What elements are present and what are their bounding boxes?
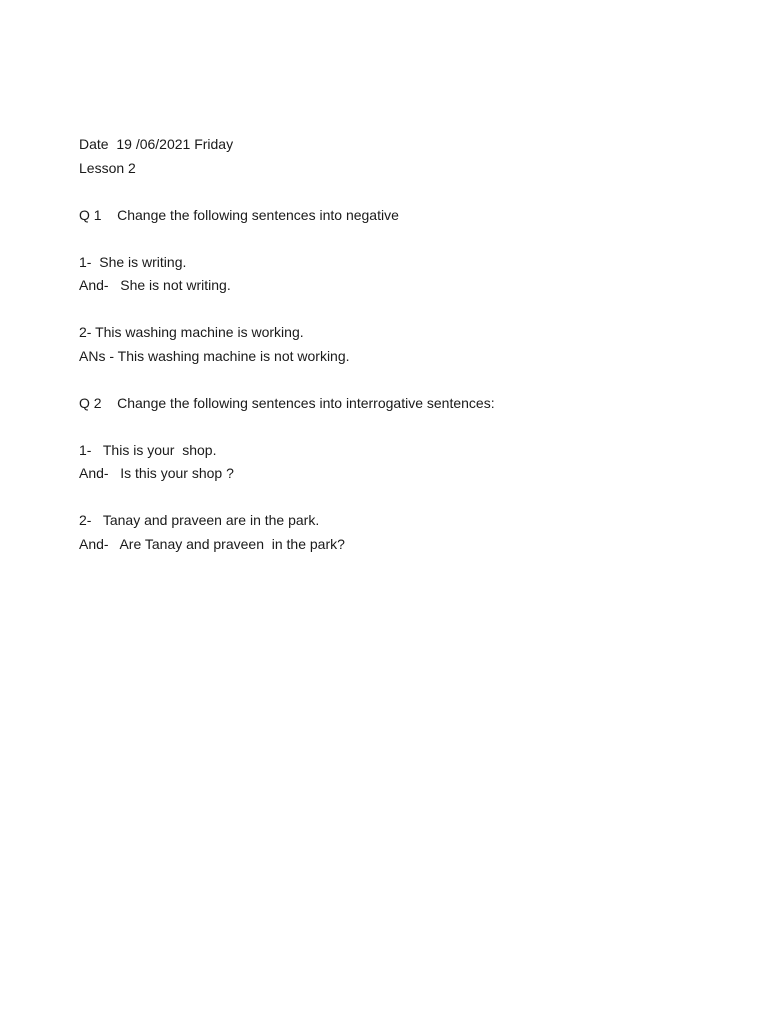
date-line: Date 19 /06/2021 Friday — [79, 136, 234, 152]
spacer — [79, 298, 719, 322]
spacer — [79, 415, 719, 439]
q1-item-1-answer: And- She is not writing. — [79, 277, 231, 293]
document-body — [79, 133, 719, 556]
q2-item-2-answer: And- Are Tanay and praveen in the park? — [79, 535, 345, 552]
q1-item-1-question: 1- She is writing. — [79, 253, 187, 270]
spacer — [79, 227, 719, 251]
q2-item-2-question: 2- Tanay and praveen are in the park. — [79, 512, 320, 528]
q2-heading: Q 2 Change the following sentences into interrogative sentences: — [79, 394, 495, 411]
q1-item-2-answer: ANs - This washing machine is not working. — [79, 347, 350, 364]
q1-item-2-question: 2- This washing machine is working. — [79, 324, 304, 340]
q2-item-1-answer: And- Is this your shop ? — [79, 465, 234, 481]
q2-item-1-question: 1- This is your shop. — [79, 441, 217, 458]
lesson-line: Lesson 2 — [79, 159, 136, 176]
q1-heading: Q 1 Change the following sentences into negative — [79, 206, 399, 223]
spacer — [79, 368, 719, 392]
spacer — [79, 486, 719, 510]
spacer — [79, 180, 719, 204]
